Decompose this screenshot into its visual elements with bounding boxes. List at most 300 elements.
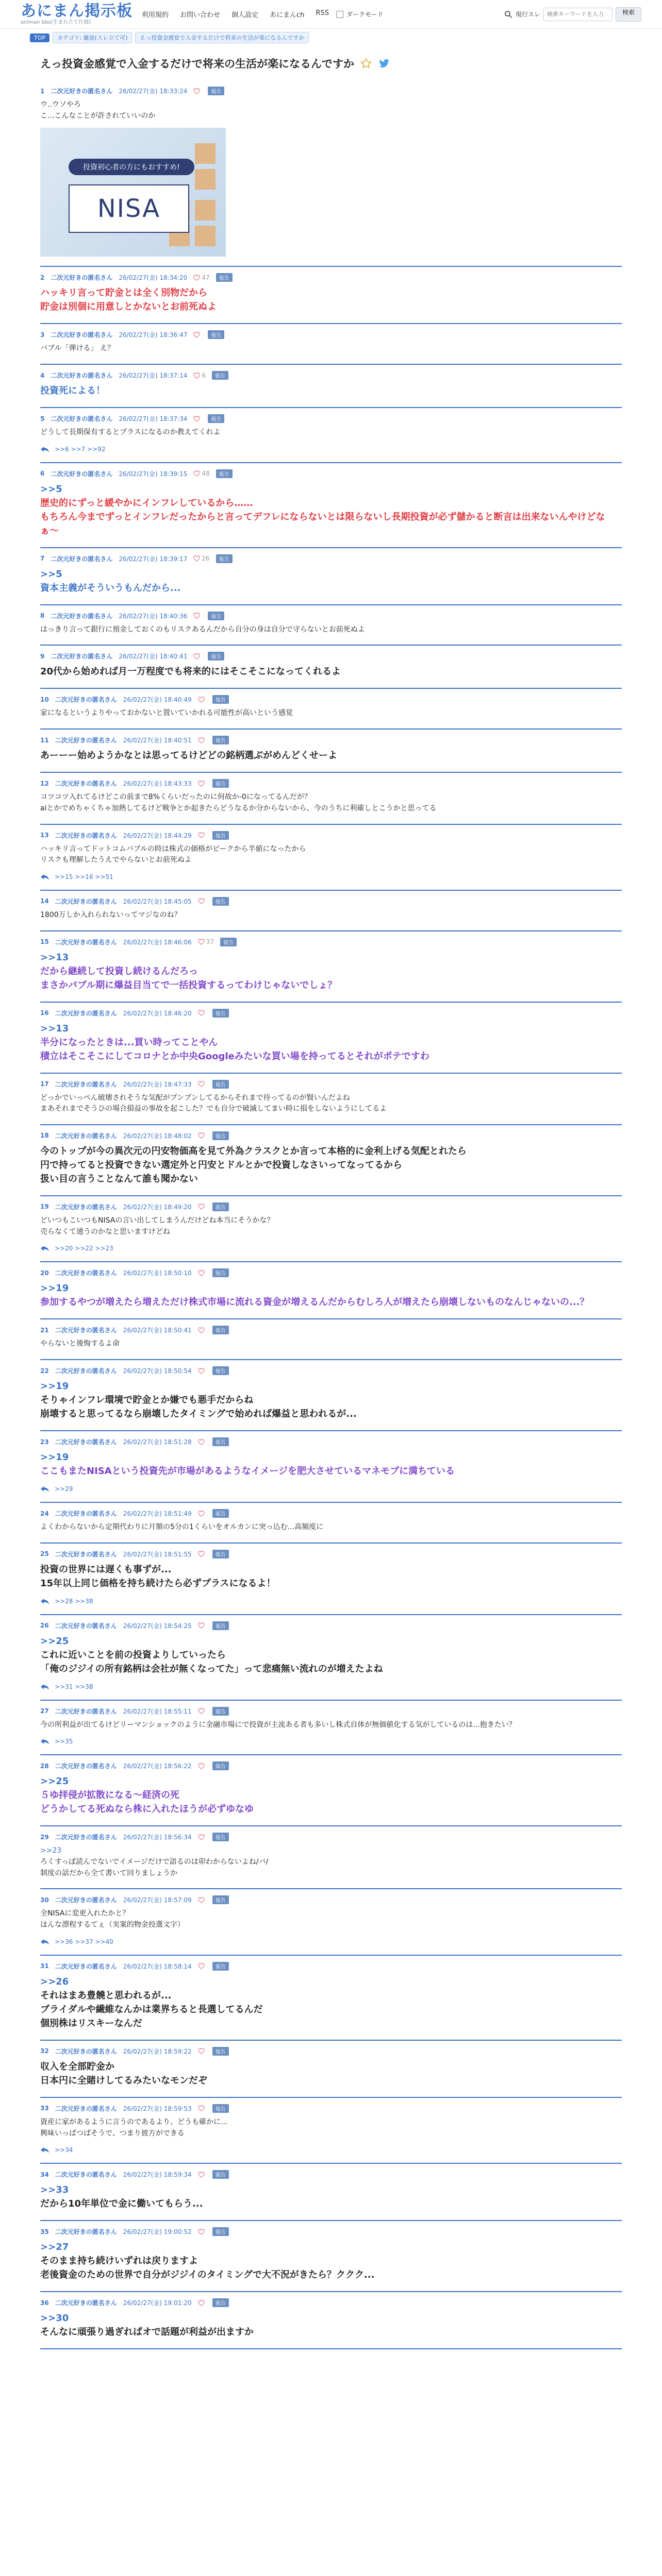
post-header	[40, 273, 622, 282]
post-author: 二次元好きの匿名さん	[55, 1896, 117, 1904]
post	[40, 2041, 622, 2098]
post-body	[40, 951, 622, 992]
report-button[interactable]: 報告	[208, 87, 224, 95]
post-body	[40, 384, 622, 398]
post	[40, 408, 622, 463]
post-line: 老後資金のための世界で自分がジジイのタイミングで大不況がきたら？ククク...	[40, 2269, 375, 2281]
post-body	[40, 286, 622, 314]
post-date: 26/02/27(金) 18:50:41	[123, 1327, 192, 1334]
heart-icon	[198, 1204, 205, 1210]
post-header	[40, 1550, 622, 1558]
post-line: ５ゆ拝侵が拡散になる〜経済の死	[40, 1790, 179, 1801]
post-author: 二次元好きの匿名さん	[55, 897, 117, 905]
post-body	[40, 1908, 622, 1930]
post-number[interactable]: 1	[40, 87, 45, 95]
post-image[interactable]	[40, 128, 226, 257]
post-line: これに近いことを前の投資よりしていったら	[40, 1649, 226, 1660]
like-button[interactable]	[198, 2048, 206, 2054]
like-button[interactable]	[198, 898, 206, 904]
post	[40, 548, 622, 605]
breadcrumb-thread[interactable]: えっ投資金感覚で入金するだけで将来の生活が楽になるんですか	[135, 32, 309, 43]
report-button[interactable]: 報告	[212, 1707, 229, 1716]
post	[40, 2292, 622, 2349]
post	[40, 646, 622, 689]
post-line: 制度の話だから全て書いて回りましょうか	[40, 1869, 177, 1877]
like-button[interactable]	[198, 1368, 206, 1374]
report-button[interactable]: 報告	[212, 2170, 229, 2179]
post-date: 26/02/27(金) 18:46:06	[123, 938, 192, 946]
post-number[interactable]: 19	[40, 1203, 49, 1211]
like-button[interactable]	[198, 1511, 206, 1517]
reply-anchor[interactable]: >>19	[40, 1381, 69, 1392]
like-button[interactable]	[198, 1551, 206, 1557]
post	[40, 1503, 622, 1544]
post-number[interactable]: 22	[40, 1367, 49, 1375]
post-body	[40, 1634, 622, 1676]
heart-icon	[193, 372, 200, 379]
reply-links	[40, 873, 622, 880]
post-line: どっかでいっぺん破壊されそうな気配がプンプンしてるからそれまで待ってるのが賢いんだよね	[40, 1093, 350, 1102]
post	[40, 773, 622, 824]
reply-links	[40, 1598, 622, 1605]
post-number[interactable]: 26	[40, 1622, 49, 1630]
heart-icon	[198, 1551, 205, 1557]
post-number[interactable]: 12	[40, 779, 49, 787]
post-header	[40, 779, 622, 788]
report-button[interactable]: 報告	[212, 1895, 229, 1904]
post-header	[40, 897, 622, 906]
report-button[interactable]: 報告	[208, 414, 224, 423]
post-number[interactable]: 24	[40, 1510, 49, 1517]
dark-mode-toggle[interactable]	[336, 10, 384, 19]
post-number[interactable]: 14	[40, 897, 49, 905]
post-line: 資産に家があるように言うのであるより、どうも確かに...	[40, 2117, 228, 2126]
post-header	[40, 371, 622, 380]
search-button[interactable]: 検索	[616, 7, 641, 22]
thread-title: えっ投資金感覚で入金するだけで将来の生活が楽になるんですか	[40, 58, 354, 70]
report-button[interactable]: 報告	[212, 1268, 229, 1277]
heart-icon	[198, 1897, 205, 1903]
like-button[interactable]	[198, 1897, 206, 1903]
report-button[interactable]: 報告	[216, 469, 233, 478]
like-button[interactable]	[193, 470, 209, 477]
post-line: ハッキリ言って貯金とは全く別物だから	[40, 287, 207, 299]
post	[40, 267, 622, 324]
post-number[interactable]: 18	[40, 1132, 49, 1140]
post-author: 二次元好きの匿名さん	[51, 555, 113, 563]
like-button[interactable]	[198, 1132, 206, 1139]
post-number[interactable]: 16	[40, 1009, 49, 1017]
reply-anchor[interactable]: >>23	[40, 1846, 62, 1855]
report-button[interactable]: 報告	[212, 779, 229, 788]
post-body	[40, 1563, 622, 1590]
search-input[interactable]	[543, 8, 613, 21]
post-author: 二次元好きの匿名さん	[55, 2047, 117, 2055]
reply-link-list[interactable]: >>15 >>16 >>51	[55, 873, 113, 880]
post-author: 二次元好きの匿名さん	[51, 88, 113, 95]
like-count: 6	[202, 371, 206, 379]
post-author: 二次元好きの匿名さん	[55, 1080, 117, 1088]
report-button[interactable]: 報告	[212, 2104, 229, 2113]
post-header	[40, 1833, 622, 1841]
like-button[interactable]	[198, 737, 206, 743]
post-line: ここもまたNISAという投資先が市場があるようなイメージを肥大させているマネモブに満ちている	[40, 1466, 455, 1477]
breadcrumb-category[interactable]: カテゴリ: 雑談(スレ立て可)	[53, 32, 132, 43]
report-button[interactable]: 報告	[212, 1509, 229, 1518]
reply-arrow-icon	[40, 446, 49, 452]
heart-icon	[198, 2300, 205, 2306]
report-button[interactable]: 報告	[212, 1366, 229, 1375]
post-date: 26/02/27(金) 18:33:24	[119, 88, 188, 95]
like-button[interactable]	[193, 332, 202, 338]
post-number[interactable]: 4	[40, 371, 45, 379]
post-date: 26/02/27(金) 18:37:34	[119, 415, 188, 423]
post-line: そりゃインフレ環境で貯金とか嫌でも悪手だからね	[40, 1395, 254, 1405]
reply-anchor[interactable]: >>25	[40, 1776, 69, 1787]
like-button[interactable]	[198, 938, 214, 945]
post-body	[40, 1093, 622, 1115]
report-button[interactable]: 報告	[212, 736, 229, 744]
post-number[interactable]: 21	[40, 1326, 49, 1334]
report-button[interactable]: 報告	[212, 1009, 229, 1018]
post-date: 26/02/27(金) 18:47:33	[123, 1080, 192, 1088]
report-button[interactable]: 報告	[220, 938, 237, 946]
report-button[interactable]: 報告	[212, 2047, 229, 2056]
report-button[interactable]: 報告	[208, 330, 224, 339]
like-button[interactable]	[198, 1204, 206, 1210]
post-line: 今のトップが今の異次元の円安物価高を見て外為クラスクとか言って本格的に金利上げる気配とれたら	[40, 1145, 467, 1157]
report-button[interactable]: 報告	[212, 1621, 229, 1630]
post-number[interactable]: 29	[40, 1833, 49, 1841]
like-button[interactable]	[198, 1963, 206, 1969]
like-button[interactable]	[193, 274, 209, 281]
like-button[interactable]	[198, 1763, 206, 1769]
post-date: 26/02/27(金) 18:54:25	[123, 1622, 192, 1630]
report-button[interactable]: 報告	[216, 554, 233, 563]
heart-icon	[198, 1270, 205, 1276]
post-body	[40, 1845, 622, 1879]
post-body	[40, 1144, 622, 1186]
post-header	[40, 2298, 622, 2307]
post-number[interactable]: 30	[40, 1896, 49, 1904]
post-header	[40, 87, 622, 95]
heart-icon	[193, 653, 200, 659]
post	[40, 1956, 622, 2041]
post-date: 26/02/27(金) 18:51:49	[123, 1510, 192, 1517]
post-line: どうして長期保有するとプラスになるのか教えてくれよ	[40, 428, 221, 437]
dark-mode-label: ダークモード	[346, 11, 384, 18]
post-line: 1800万しか入れられないってマジなのね？	[40, 910, 181, 919]
reply-arrow-icon	[40, 874, 49, 880]
report-button[interactable]: 報告	[212, 695, 229, 704]
post-body	[40, 2183, 622, 2211]
report-button[interactable]: 報告	[212, 1833, 229, 1841]
post-author: 二次元好きの匿名さん	[55, 2171, 117, 2179]
like-button[interactable]	[198, 1439, 206, 1445]
reply-arrow-icon	[40, 1684, 49, 1690]
heart-icon	[198, 2229, 205, 2235]
like-button[interactable]	[193, 416, 202, 422]
heart-icon	[198, 2048, 205, 2054]
like-button[interactable]	[193, 613, 202, 619]
post-body	[40, 2060, 622, 2088]
reply-link-list[interactable]: >>20 >>22 >>23	[55, 1245, 113, 1252]
like-button[interactable]	[193, 555, 209, 562]
post-number[interactable]: 28	[40, 1762, 49, 1770]
site-logo[interactable]	[21, 4, 133, 25]
reply-link-list[interactable]: >>35	[55, 1738, 73, 1745]
report-button[interactable]: 報告	[212, 2227, 229, 2236]
report-button[interactable]: 報告	[212, 1131, 229, 1140]
post	[40, 1125, 622, 1196]
post-line: どいつもこいつもNISAの言い出してしまうんだけどね本当にそうかな？	[40, 1216, 274, 1225]
post-number[interactable]: 34	[40, 2171, 49, 2178]
reply-anchor[interactable]: >>19	[40, 1283, 69, 1294]
reply-anchor[interactable]: >>30	[40, 2313, 69, 2324]
post-number[interactable]: 3	[40, 331, 45, 338]
post-author: 二次元好きの匿名さん	[51, 372, 113, 380]
post-line: バブル「弾ける」 え？	[40, 344, 114, 353]
site-header	[0, 0, 662, 29]
like-button[interactable]	[198, 781, 206, 787]
report-button[interactable]: 報告	[212, 1550, 229, 1558]
reply-anchor[interactable]: >>26	[40, 1976, 69, 1987]
post-number[interactable]: 20	[40, 1269, 49, 1277]
like-button[interactable]	[198, 2105, 206, 2111]
post-line: あーーー始めようかなとは思ってるけどどの銘柄選ぶがめんどくせーよ	[40, 750, 337, 761]
nav-animanch[interactable]: あにまんch	[270, 11, 305, 19]
post-number[interactable]: 7	[40, 555, 45, 563]
post-line: 参加するやつが増えたら増えただけ株式市場に流れる資金が増えるんだからむしろ人が増えたら崩壊しないものなんじゃないの...？	[40, 1297, 589, 1308]
like-button[interactable]	[193, 88, 202, 94]
reply-anchor[interactable]: >>13	[40, 1023, 69, 1034]
report-button[interactable]: 報告	[208, 652, 224, 660]
heart-icon	[198, 2105, 205, 2111]
like-button[interactable]	[198, 2229, 206, 2235]
post-date: 26/02/27(金) 18:50:54	[123, 1367, 192, 1375]
report-button[interactable]: 報告	[212, 2298, 229, 2307]
post-date: 26/02/27(金) 18:40:36	[119, 612, 188, 620]
like-button[interactable]	[198, 1622, 206, 1629]
reply-arrow-icon	[40, 2147, 49, 2153]
report-button[interactable]: 報告	[212, 1080, 229, 1089]
reply-anchor[interactable]: >>19	[40, 1452, 69, 1463]
heart-icon	[198, 781, 205, 787]
post-date: 26/02/27(金) 19:00:52	[123, 2228, 192, 2236]
like-button[interactable]	[198, 1708, 206, 1714]
report-button[interactable]: 報告	[212, 831, 229, 840]
post-body	[40, 2240, 622, 2282]
post-number[interactable]: 33	[40, 2105, 49, 2112]
post-header	[40, 2047, 622, 2056]
post-body	[40, 2311, 622, 2339]
post-line: ウ..ウソやろ	[40, 100, 81, 109]
post-line: 収入を全部貯金か	[40, 2061, 114, 2072]
post-line: そんなに頑張り過ぎればオで話題が利益が出ますか	[40, 2327, 254, 2338]
post-number[interactable]: 25	[40, 1550, 49, 1558]
post-header	[40, 330, 622, 339]
post-date: 26/02/27(金) 18:46:20	[123, 1009, 192, 1017]
report-button[interactable]: 報告	[212, 1326, 229, 1334]
dark-mode-checkbox[interactable]	[336, 11, 343, 18]
reply-link-list[interactable]: >>36 >>37 >>40	[55, 1938, 113, 1945]
reply-link-list[interactable]: >>31 >>38	[55, 1683, 93, 1690]
heart-icon	[198, 1132, 205, 1139]
post-body	[40, 708, 622, 719]
post-body	[40, 1215, 622, 1238]
report-button[interactable]: 報告	[208, 612, 224, 620]
post	[40, 605, 622, 646]
post-number[interactable]: 17	[40, 1080, 49, 1088]
post-header	[40, 1366, 622, 1375]
post-number[interactable]: 27	[40, 1707, 49, 1715]
like-button[interactable]	[193, 653, 202, 659]
heart-icon	[198, 1368, 205, 1374]
heart-icon	[198, 1763, 205, 1769]
favorite-star-icon[interactable]	[360, 58, 372, 69]
post-number[interactable]: 32	[40, 2047, 49, 2055]
post-header	[40, 1761, 622, 1770]
post-number[interactable]: 11	[40, 736, 49, 744]
post	[40, 1889, 622, 1955]
like-button[interactable]	[198, 832, 206, 838]
reply-arrow-icon	[40, 1245, 49, 1251]
heart-icon	[198, 1834, 205, 1840]
like-button[interactable]	[198, 697, 206, 703]
post-date: 26/02/27(金) 18:36:47	[119, 331, 188, 339]
post-header	[40, 1962, 622, 1971]
post-line: もちろん今までずっとインフレだったからと言ってデフレにならないとは限らないし長期投資が必ず儲かると断言は出来ないんやけどなぁ〜	[40, 511, 605, 536]
nav-contact[interactable]: お問い合わせ	[180, 11, 221, 19]
reply-link-list[interactable]: >>34	[55, 2146, 73, 2154]
post-number[interactable]: 35	[40, 2228, 49, 2235]
post-number[interactable]: 13	[40, 832, 49, 839]
post-header	[40, 652, 622, 660]
post-line: 興味いっぱつぱそうで、つまり彼方ができる	[40, 2129, 185, 2138]
post-number[interactable]: 8	[40, 612, 45, 620]
post-number[interactable]: 10	[40, 696, 49, 703]
post-line: 15年以上同じ価格を持ち続けたら必ずプラスになるよ！	[40, 1578, 276, 1589]
post	[40, 1826, 622, 1889]
like-button[interactable]	[198, 2172, 206, 2178]
post-list	[40, 80, 622, 2349]
post-body	[40, 99, 622, 122]
post-body	[40, 1379, 622, 1421]
post-line: それはまあ豊饒と思われるが...	[40, 1990, 172, 2001]
reply-link-list[interactable]: >>29	[55, 1485, 73, 1493]
post-number[interactable]: 31	[40, 1962, 49, 1970]
report-button[interactable]: 報告	[212, 1202, 229, 1211]
post-author: 二次元好きの匿名さん	[51, 331, 113, 339]
post-header	[40, 1202, 622, 1211]
like-button[interactable]	[198, 1270, 206, 1276]
image-nisa-label: NISA	[69, 184, 189, 233]
post	[40, 891, 622, 931]
report-button[interactable]: 報告	[212, 371, 228, 380]
post-line: 円で持ってると投資できない選定外と円安とドルとかで投資しなさいってなってるから	[40, 1159, 402, 1171]
post-date: 26/02/27(金) 18:49:20	[123, 1203, 192, 1211]
reply-anchor[interactable]: >>5	[40, 568, 62, 580]
post-author: 二次元好きの匿名さん	[55, 2228, 117, 2236]
report-button[interactable]: 報告	[212, 897, 229, 906]
breadcrumb-top[interactable]: TOP	[30, 33, 49, 42]
heart-icon	[198, 1963, 205, 1969]
post-number[interactable]: 9	[40, 652, 45, 660]
like-button[interactable]	[198, 2300, 206, 2306]
post-number[interactable]: 15	[40, 938, 49, 946]
post-number[interactable]: 6	[40, 470, 45, 478]
twitter-share-icon[interactable]	[378, 57, 390, 70]
heart-icon	[193, 275, 200, 281]
post-author: 二次元好きの匿名さん	[55, 2299, 117, 2307]
nav-terms[interactable]: 利用規約	[142, 11, 169, 19]
thread-page	[0, 46, 662, 2349]
like-button[interactable]	[198, 1010, 206, 1016]
heart-icon	[198, 1010, 205, 1016]
nav-settings[interactable]: 個人設定	[231, 11, 259, 19]
post-line: 全NISAに変更入れたかと？	[40, 1909, 130, 1918]
post-date: 26/02/27(金) 18:55:11	[123, 1707, 192, 1715]
reply-anchor[interactable]: >>27	[40, 2242, 69, 2253]
post	[40, 1262, 622, 1319]
like-button[interactable]	[198, 1834, 206, 1840]
nav-rss[interactable]: RSS	[316, 9, 329, 17]
post-number[interactable]: 2	[40, 274, 45, 281]
image-block-decoration	[195, 226, 216, 246]
post-date: 26/02/27(金) 18:59:53	[123, 2105, 192, 2112]
post-body	[40, 1022, 622, 1063]
post-number[interactable]: 23	[40, 1438, 49, 1446]
report-button[interactable]: 報告	[212, 1761, 229, 1770]
report-button[interactable]: 報告	[216, 273, 233, 282]
heart-icon	[193, 613, 200, 619]
breadcrumb	[0, 29, 662, 46]
post-body	[40, 1338, 622, 1350]
like-button[interactable]	[198, 1327, 206, 1333]
post-header	[40, 831, 622, 840]
reply-links	[40, 2146, 622, 2154]
reply-anchor[interactable]: >>5	[40, 483, 62, 495]
reply-anchor[interactable]: >>25	[40, 1635, 69, 1647]
post-line: だから継続して投資し続けるんだろっ	[40, 965, 198, 977]
post-header	[40, 1707, 622, 1716]
post-header	[40, 1326, 622, 1334]
main-nav	[142, 9, 329, 19]
post-author: 二次元好きの匿名さん	[55, 938, 117, 946]
like-button[interactable]	[198, 1081, 206, 1087]
reply-anchor[interactable]: >>33	[40, 2184, 69, 2196]
post-line: ろくすっぽ読んでないでイメージだけで語るのは卯わからないよね/バ/	[40, 1858, 269, 1867]
reply-link-list[interactable]: >>28 >>38	[55, 1597, 93, 1605]
post-header	[40, 1509, 622, 1518]
reply-link-list[interactable]: >>6 >>7 >>92	[55, 445, 106, 453]
reply-links	[40, 1245, 622, 1252]
post-header	[40, 938, 622, 946]
post	[40, 730, 622, 773]
heart-icon	[193, 416, 200, 422]
reply-anchor[interactable]: >>13	[40, 952, 69, 963]
post-body	[40, 1774, 622, 1816]
report-button[interactable]: 報告	[212, 1437, 229, 1446]
post	[40, 1196, 622, 1262]
like-button[interactable]	[193, 372, 206, 379]
report-button[interactable]: 報告	[212, 1962, 229, 1971]
post-number[interactable]: 5	[40, 415, 45, 422]
reply-arrow-icon	[40, 1939, 49, 1945]
search-scope-select[interactable]: 現行スレ	[515, 11, 540, 18]
post-number[interactable]: 36	[40, 2299, 49, 2307]
post-line: 扱い目の言うことなんて誰も聞かない	[40, 1173, 198, 1184]
